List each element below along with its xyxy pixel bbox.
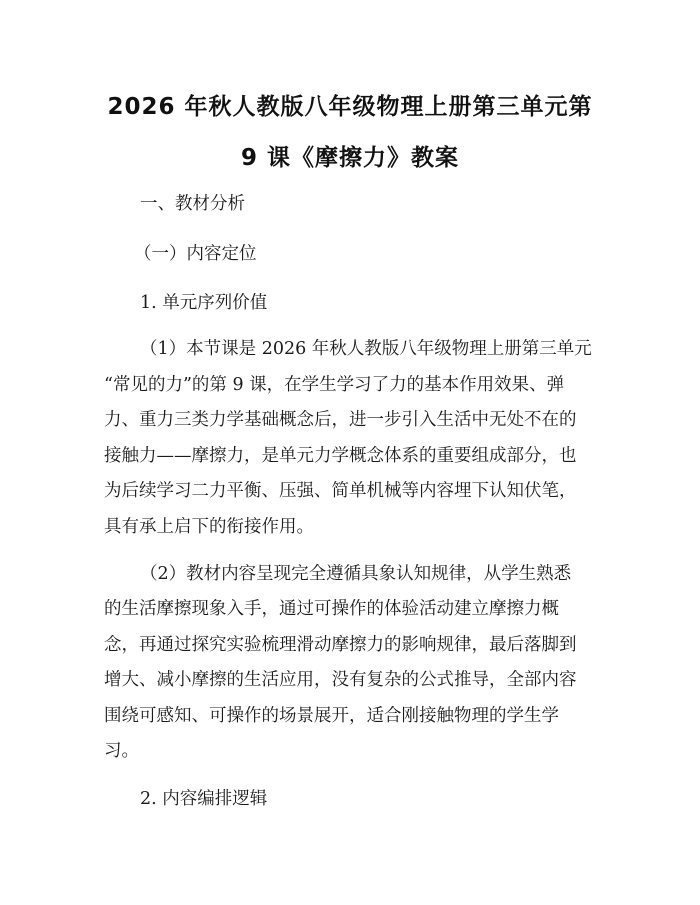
paragraph-1-line-1: （1）本节课是 2026 年秋人教版八年级物理上册第三单元 — [140, 339, 592, 359]
paragraph-2-line-1: （2）教材内容呈现完全遵循具象认知规律，从学生熟悉 — [140, 564, 572, 584]
paragraph-2-line-2: 的生活摩擦现象入手，通过可操作的体验活动建立摩擦力概 — [104, 599, 559, 619]
paragraph-1-line-5: 为后续学习二力平衡、压强、简单机械等内容埋下认知伏笔， — [104, 481, 577, 501]
document-title-line-2: 9 课《摩擦力》教案 — [240, 145, 459, 171]
paragraph-2-line-5: 围绕可感知、可操作的场景展开，适合刚接触物理的学生学 — [104, 706, 559, 726]
paragraph-1-line-4: 接触力——摩擦力，是单元力学概念体系的重要组成部分，也 — [104, 446, 577, 466]
paragraph-2-line-4: 增大、减小摩擦的生活应用，没有复杂的公式推导，全部内容 — [104, 670, 577, 690]
subsection-heading: （一）内容定位 — [134, 244, 257, 264]
paragraph-1-line-2: “常见的力”的第 9 课，在学生学习了力的基本作用效果、弹 — [104, 375, 565, 395]
item-heading-1: 1. 单元序列价值 — [140, 293, 268, 313]
paragraph-1-line-6: 具有承上启下的衔接作用。 — [104, 517, 314, 537]
section-heading: 一、教材分析 — [140, 194, 245, 214]
item-heading-2: 2. 内容编排逻辑 — [140, 789, 268, 809]
document-title-line-1: 2026 年秋人教版八年级物理上册第三单元第 — [107, 94, 593, 120]
paragraph-2-line-6: 习。 — [104, 741, 139, 761]
paragraph-1-line-3: 力、重力三类力学基础概念后，进一步引入生活中无处不在的 — [104, 410, 577, 430]
paragraph-2-line-3: 念，再通过探究实验梳理滑动摩擦力的影响规律，最后落脚到 — [104, 635, 577, 655]
